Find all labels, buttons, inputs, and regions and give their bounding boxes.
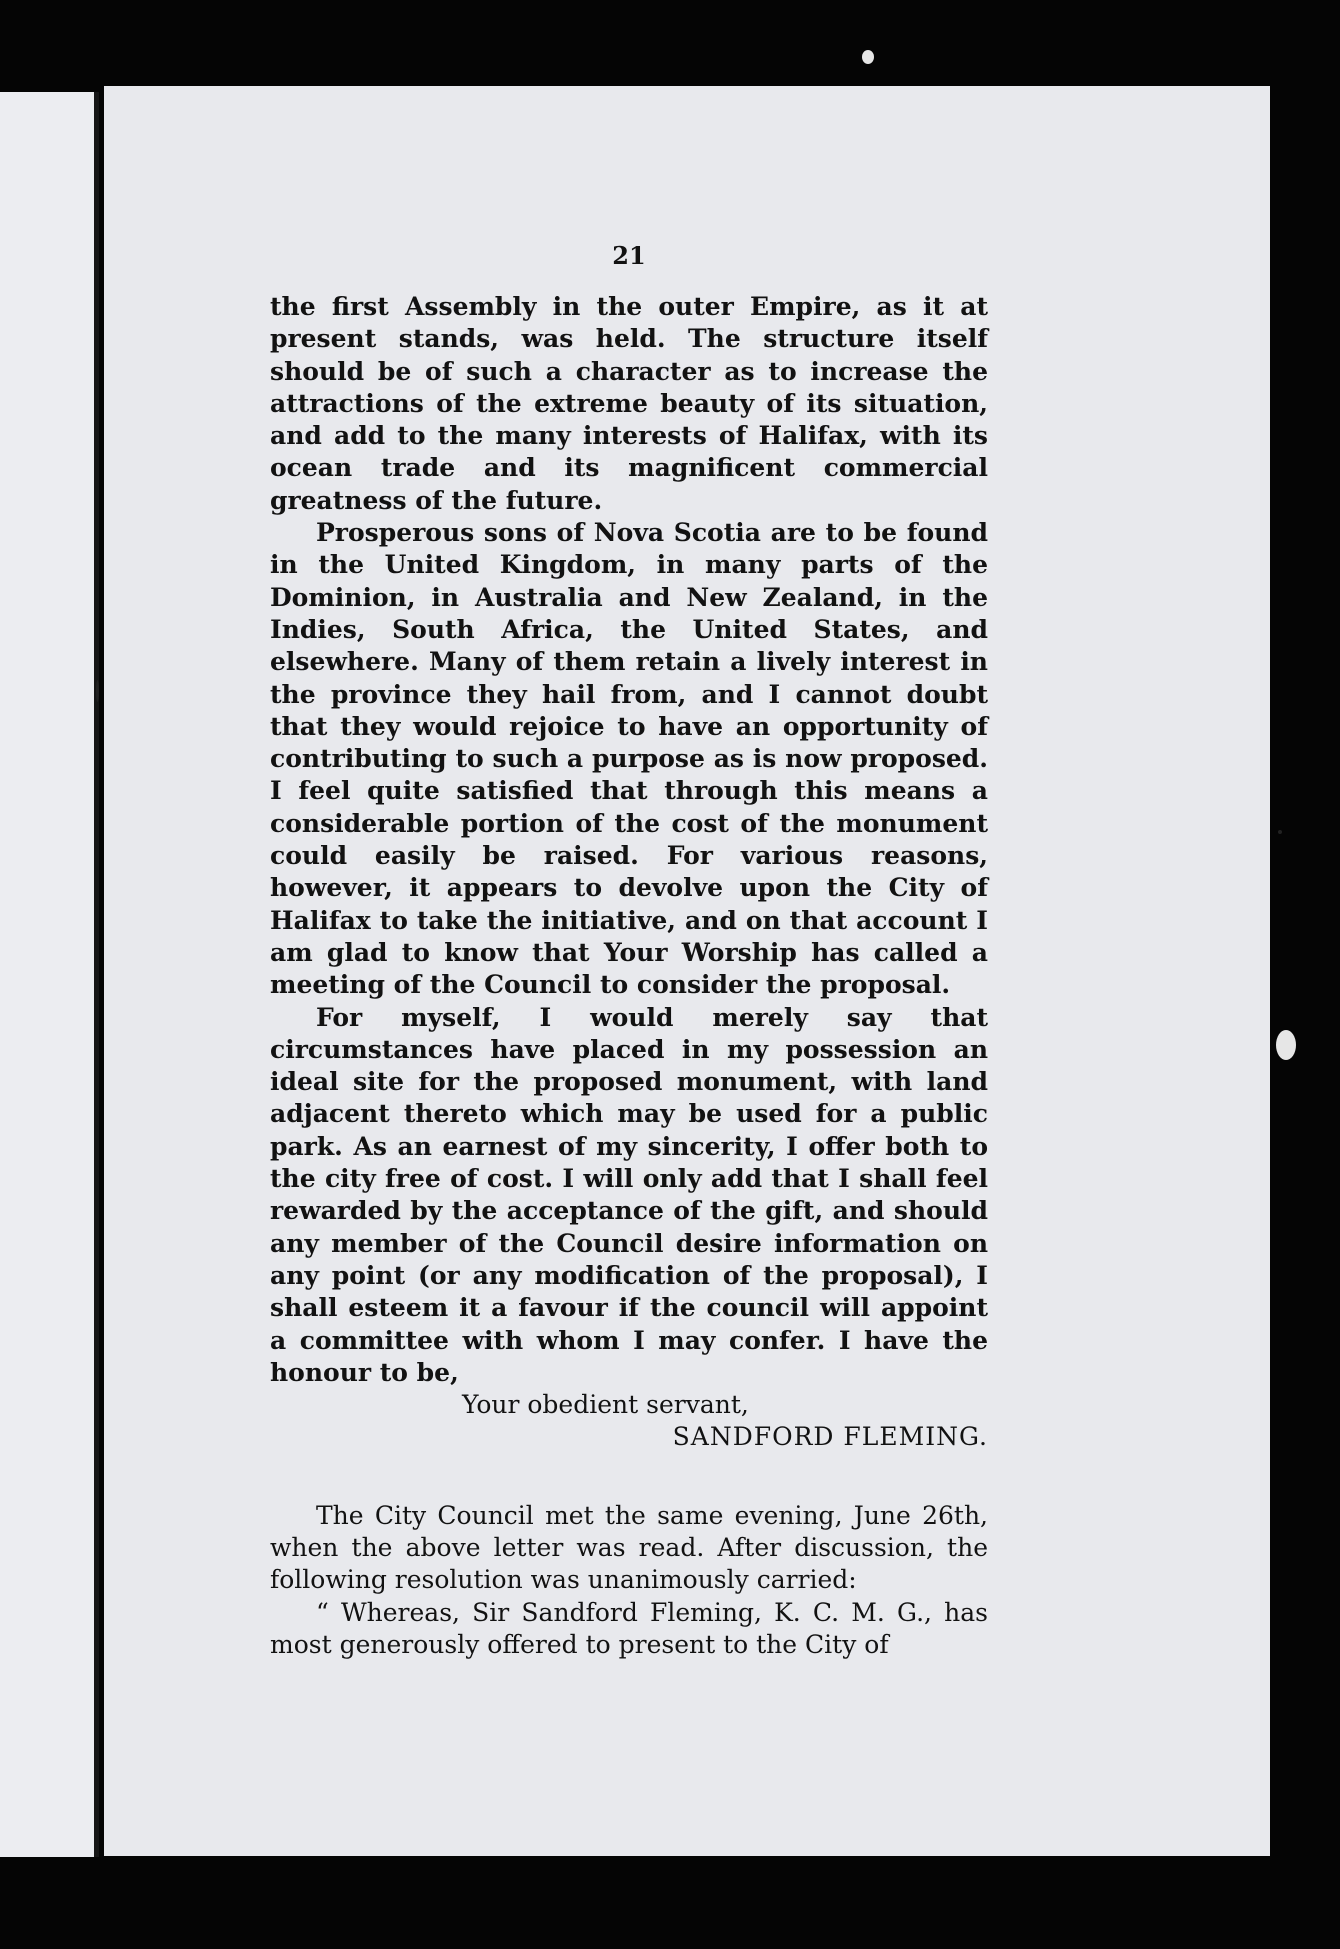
letter-closing: Your obedient servant, — [462, 1390, 749, 1420]
letter-paragraph-1: the first Assembly in the outer Empire, as it at present stands, was held. The structure itself should be of such a character as to increase the attractions of the extreme beauty of its situation, and add to the many interests of Halifax, with its ocean trade and its magnificent commercial greatness of the future. — [270, 292, 988, 515]
page-text — [270, 241, 988, 1661]
report-paragraph-2: “ Whereas, Sir Sandford Fleming, K. C. M. G., has most generously offered to present to the City of — [270, 1597, 988, 1659]
page-number: 21 — [612, 241, 646, 270]
left-page-margin — [0, 92, 96, 1857]
letter-signature: SANDFORD FLEMING. — [672, 1422, 988, 1452]
scan-speck — [1276, 1030, 1296, 1060]
report-paragraph-1: The City Council met the same evening, June 26th, when the above letter was read. After discussion, the following resolution was unanimously carried: — [270, 1500, 988, 1595]
letter-paragraph-3: For myself, I would merely say that circumstances have placed in my possession an ideal site for the proposed monument, with land adjacent thereto which may be used for a public park. As an earnest of my sincerity, I offer both to the city free of cost. I will only add that I shall feel rewarded by the acceptance of the gift, and should any member of the Council desire information on any point (or any modification of the proposal), I shall esteem it a favour if the council will appoint a committee with whom I may confer. I have the honour to be, — [270, 1002, 988, 1387]
scan-speck — [862, 50, 874, 64]
scan-speck — [96, 680, 99, 702]
letter-paragraph-2: Prosperous sons of Nova Scotia are to be found in the United Kingdom, in many parts of the Dominion, in Australia and New Zealand, in the Indies, South Africa, the United States, and elsewhere. Many of them retain a lively interest in the province they hail from, and I cannot doubt that they would rejoice to have an opportunity of contributing to such a purpose as is now proposed. I feel quite satisfied that through this means a considerable portion of the cost of the monument could easily be raised. For various reasons, however, it appears to devolve upon the City of Halifax to take the initiative, and on that account I am glad to know that Your Worship has called a meeting of the Council to consider the proposal. — [270, 518, 988, 1000]
scan-speck — [1278, 830, 1282, 834]
page-gutter-shadow — [94, 92, 99, 1857]
